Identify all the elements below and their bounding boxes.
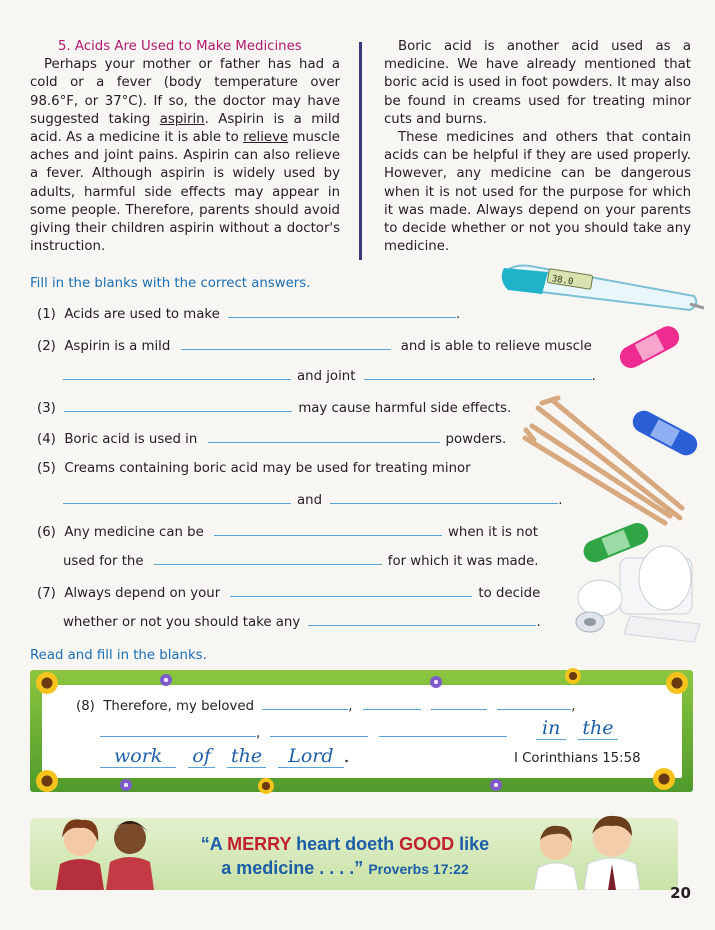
question-8-line-2: , xyxy=(100,724,507,741)
question-5: (5) Creams containing boric acid may be used for treating minor xyxy=(37,461,471,476)
thermometer-display: 38.0 xyxy=(550,274,574,288)
question-8: (8) Therefore, my beloved , , xyxy=(76,699,576,714)
article-left-column xyxy=(30,38,340,256)
bandage-icon xyxy=(616,322,683,371)
filled-answer-line-3: work of the Lord . xyxy=(100,745,350,767)
flower-icon xyxy=(490,779,502,791)
question-7-continued: whether or not you should take any . xyxy=(63,615,541,630)
answer-blank[interactable] xyxy=(63,491,291,504)
article-paragraph: Perhaps your mother or father has had a cold or a fever (body temperature over 98.6°F, or 37°C). If so, the doctor may have suggested taking aspirin. Aspirin is a mild acid. As a medicine it is able to relieve muscle aches and joint pains. Aspirin can also relieve a fever. Although aspirin is widely used by adults, harmful side effects may appear in some people. Therefore, parents should avoid giving their children aspirin without a doctor's instruction. xyxy=(30,57,341,255)
answer-blank[interactable] xyxy=(214,523,442,536)
underlined-term: aspirin xyxy=(159,111,205,127)
answer-blank[interactable] xyxy=(208,430,440,443)
answer-blank[interactable] xyxy=(363,697,421,710)
sunflower-icon xyxy=(258,778,274,794)
underlined-term: relieve xyxy=(243,130,289,146)
banner-quote-line-1: “A MERRY heart doeth GOOD like xyxy=(200,834,490,854)
question-1: (1) Acids are used to make . xyxy=(37,307,461,322)
sunflower-icon xyxy=(36,770,58,792)
sunflower-icon xyxy=(666,672,688,694)
crutches-icon xyxy=(525,398,682,523)
question-2: (2) Aspirin is a mild and is able to relieve muscle xyxy=(37,339,592,354)
answer-blank[interactable] xyxy=(431,697,487,710)
question-3: (3) may cause harmful side effects. xyxy=(37,401,512,416)
medical-supplies-illustration xyxy=(490,258,705,648)
answer-blank[interactable] xyxy=(228,305,456,318)
article-right-column xyxy=(384,38,691,256)
verse-reference: I Corinthians 15:58 xyxy=(514,751,641,766)
exercise-instruction: Read and fill in the blanks. xyxy=(30,648,207,663)
thermometer-icon xyxy=(502,266,704,311)
answer-blank[interactable] xyxy=(270,724,368,737)
article-paragraph: These medicines and others that contain acids can be helpful if they are used properly. However, any medicine can be dangerous when it is not used for the purpose for which it was made. Always depend on your parents to decide whether or not you should take any medicine. xyxy=(384,130,691,255)
page-number: 20 xyxy=(670,884,691,902)
sunflower-icon xyxy=(36,672,58,694)
question-2-continued: and joint . xyxy=(63,367,596,384)
answer-blank[interactable] xyxy=(181,337,391,350)
answer-blank[interactable] xyxy=(262,697,348,710)
answer-blank[interactable] xyxy=(230,584,472,597)
question-7: (7) Always depend on your to decide xyxy=(37,586,541,601)
sunflower-icon xyxy=(653,768,675,790)
answer-blank[interactable] xyxy=(154,552,382,565)
flower-icon xyxy=(160,674,172,686)
column-divider xyxy=(359,42,362,260)
flower-icon xyxy=(120,779,132,791)
article-paragraph: Boric acid is another acid used as a medicine. We have already mentioned that boric acid is used in foot powders. It may also be found in creams used for treating minor cuts and burns. xyxy=(384,39,691,127)
question-6: (6) Any medicine can be when it is not xyxy=(37,525,538,540)
section-heading: 5. Acids Are Used to Make Medicines xyxy=(58,39,302,54)
answer-blank[interactable] xyxy=(497,697,571,710)
filled-answer: in the xyxy=(536,717,618,739)
answer-blank[interactable] xyxy=(379,724,507,737)
question-4: (4) Boric acid is used in powders. xyxy=(37,432,507,447)
bandage-icon xyxy=(629,407,701,459)
question-6-continued: used for the for which it was made. xyxy=(63,554,539,569)
children-illustration xyxy=(528,812,668,890)
answer-blank[interactable] xyxy=(64,399,292,412)
sunflower-icon xyxy=(565,668,581,684)
exercise-instruction: Fill in the blanks with the correct answers. xyxy=(30,276,311,291)
banner-quote-line-2: a medicine . . . .” Proverbs 17:22 xyxy=(221,858,469,878)
question-5-continued: and . xyxy=(63,491,563,508)
answer-blank[interactable] xyxy=(63,367,291,380)
answer-blank[interactable] xyxy=(100,724,256,737)
flower-icon xyxy=(430,676,442,688)
